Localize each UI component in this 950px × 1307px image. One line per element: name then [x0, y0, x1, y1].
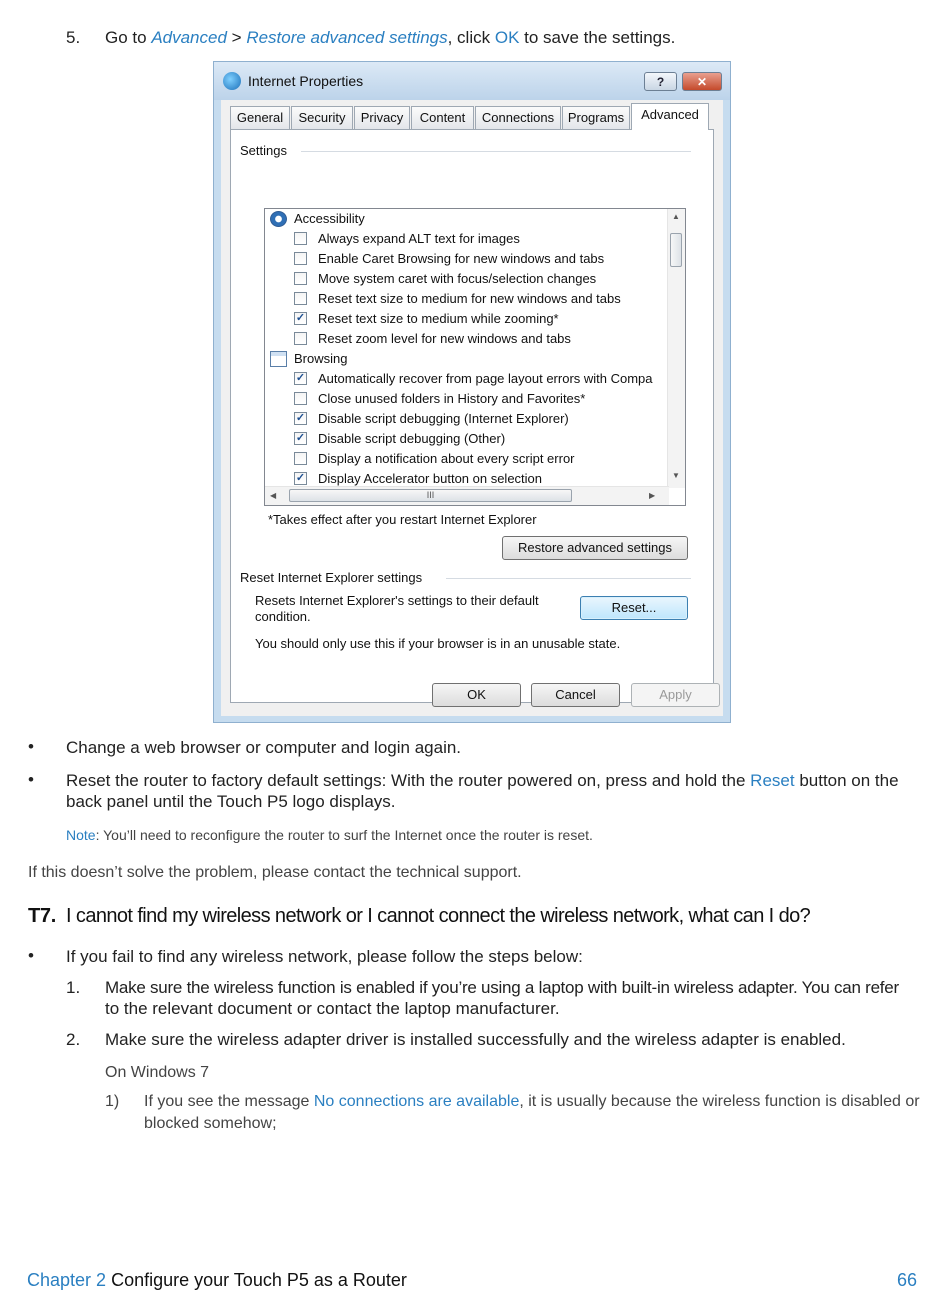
- chapter-label: Chapter 2: [27, 1270, 107, 1290]
- advanced-link[interactable]: Advanced: [151, 28, 227, 47]
- restore-advanced-link[interactable]: Restore advanced settings: [246, 28, 448, 47]
- accessibility-icon: [270, 211, 287, 227]
- item-label: Disable script debugging (Other): [318, 431, 506, 446]
- advanced-tab-panel: [230, 129, 714, 703]
- chapter-title: Configure your Touch P5 as a Router: [106, 1270, 407, 1290]
- reset-button[interactable]: Reset...: [580, 596, 688, 620]
- horizontal-scrollbar[interactable]: [265, 486, 669, 505]
- bullet-dot: •: [28, 946, 34, 965]
- vertical-scrollbar[interactable]: [667, 209, 685, 488]
- tab-general[interactable]: General: [230, 106, 290, 129]
- tab-security[interactable]: Security: [291, 106, 353, 129]
- restore-advanced-settings-button[interactable]: Restore advanced settings: [502, 536, 688, 560]
- tab-programs[interactable]: Programs: [562, 106, 630, 129]
- settings-divider: [301, 151, 691, 152]
- item-label: Reset text size to medium while zooming*: [318, 311, 559, 326]
- bullet-change-browser: Change a web browser or computer and login again.: [66, 738, 462, 757]
- horizontal-scroll-thumb[interactable]: III: [289, 489, 572, 502]
- help-button[interactable]: ?: [644, 72, 677, 91]
- item-label: Display a notification about every script error: [318, 451, 575, 466]
- reset-link[interactable]: Reset: [750, 771, 795, 790]
- checkbox[interactable]: [294, 392, 307, 405]
- item-label: Reset text size to medium for new windows and tabs: [318, 291, 621, 306]
- t7-number: T7.: [28, 905, 56, 927]
- checkbox[interactable]: ✓: [295, 412, 306, 424]
- internet-globe-icon: [223, 72, 241, 90]
- os-label: On Windows 7: [105, 1064, 210, 1081]
- note-label: Note: [66, 827, 96, 843]
- bullet-reset-router-line2: back panel until the Touch P5 logo displays.: [66, 792, 396, 811]
- restart-note: *Takes effect after you restart Internet Explorer: [268, 512, 537, 527]
- settings-group-label: Settings: [240, 143, 293, 158]
- tab-connections[interactable]: Connections: [475, 106, 561, 129]
- checkbox[interactable]: ✓: [295, 312, 306, 324]
- step5-suffix: to save the settings.: [519, 28, 676, 47]
- bullet-dot: •: [28, 770, 34, 789]
- bullet-reset-text-end: button on the: [794, 771, 899, 790]
- support-line: If this doesn’t solve the problem, please contact the technical support.: [28, 864, 522, 881]
- scroll-down-icon[interactable]: ▼: [672, 471, 680, 480]
- dialog-title: Internet Properties: [248, 73, 364, 89]
- category-label: Browsing: [294, 351, 348, 366]
- scroll-right-icon[interactable]: ▶: [649, 491, 656, 500]
- checkbox[interactable]: [294, 332, 307, 345]
- reset-divider: [446, 578, 691, 579]
- scroll-left-icon[interactable]: ◀: [270, 491, 277, 500]
- t7-step2: Make sure the wireless adapter driver is installed successfully and the wireless adapter is enabled.: [105, 1030, 846, 1049]
- item-label: Close unused folders in History and Favorites*: [318, 391, 586, 406]
- internet-properties-dialog: [213, 61, 731, 723]
- cancel-button[interactable]: Cancel: [531, 683, 620, 707]
- reset-description: Resets Internet Explorer's settings to their default condition.: [255, 593, 539, 624]
- checkbox[interactable]: ✓: [295, 372, 306, 384]
- item-label: Reset zoom level for new windows and tabs: [318, 331, 571, 346]
- item-label: Move system caret with focus/selection changes: [318, 271, 597, 286]
- t7-title: I cannot find my wireless network or I cannot connect the wireless network, what can I do?: [66, 905, 811, 927]
- step5-mid: , click: [447, 28, 495, 47]
- checkbox[interactable]: ✓: [295, 432, 306, 444]
- category-label: Accessibility: [294, 211, 365, 226]
- step5-prefix: Go to: [105, 28, 152, 47]
- close-icon[interactable]: ✕: [682, 72, 722, 91]
- item-label: Always expand ALT text for images: [318, 231, 520, 246]
- scroll-up-icon[interactable]: ▲: [672, 212, 680, 221]
- footer-chapter: [27, 1270, 407, 1291]
- ok-button[interactable]: OK: [432, 683, 521, 707]
- dialog-titlebar[interactable]: [214, 62, 730, 100]
- tab-content[interactable]: Content: [411, 106, 474, 129]
- reset-warning: You should only use this if your browser is in an unusable state.: [255, 636, 621, 651]
- t7-bullet: If you fail to find any wireless network, please follow the steps below:: [66, 947, 583, 966]
- t7-step1-number: 1.: [66, 978, 81, 997]
- page-number: 66: [896, 1270, 917, 1290]
- t7-step1-line2: to the relevant document or contact the laptop manufacturer.: [105, 999, 560, 1018]
- sub1-pre: If you see the message: [144, 1093, 314, 1110]
- sub1-line1: [144, 1093, 920, 1111]
- checkbox[interactable]: [294, 232, 307, 245]
- note-text: : You’ll need to reconfigure the router to surf the Internet once the router is reset.: [95, 827, 593, 843]
- bullet-dot: •: [28, 737, 34, 756]
- t7-step1-line1: Make sure the wireless function is enabled if you’re using a laptop with built-in wireless adapter. You can refer: [105, 978, 899, 997]
- no-connections-link: No connections are available: [313, 1093, 520, 1110]
- checkbox[interactable]: ✓: [295, 472, 306, 484]
- step5-separator: >: [226, 28, 247, 47]
- vertical-scroll-thumb[interactable]: [670, 233, 682, 267]
- settings-list[interactable]: [264, 208, 686, 506]
- ok-link[interactable]: OK: [494, 28, 520, 47]
- checkbox[interactable]: [294, 252, 307, 265]
- tab-advanced[interactable]: Advanced: [631, 103, 709, 130]
- t7-step2-number: 2.: [66, 1030, 81, 1049]
- checkbox[interactable]: [294, 292, 307, 305]
- sub1-post: , it is usually because the wireless function is disabled or: [519, 1093, 920, 1110]
- item-label: Disable script debugging (Internet Explorer): [318, 411, 569, 426]
- apply-button[interactable]: Apply: [631, 683, 720, 707]
- note: [66, 827, 593, 843]
- bullet-reset-router: [66, 770, 899, 791]
- sub1-line2: blocked somehow;: [144, 1115, 277, 1132]
- tab-privacy[interactable]: Privacy: [354, 106, 410, 129]
- step5-instruction: [105, 27, 675, 48]
- step5-number: 5.: [66, 28, 81, 47]
- bullet-reset-text: Reset the router to factory default settings: With the router powered on, press and hold the: [66, 771, 751, 790]
- dialog-body: [221, 100, 723, 716]
- reset-group-label: Reset Internet Explorer settings: [240, 570, 428, 585]
- item-label: Display Accelerator button on selection: [318, 471, 543, 486]
- checkbox[interactable]: [294, 452, 307, 465]
- sub1-number: 1): [105, 1093, 120, 1110]
- checkbox[interactable]: [294, 272, 307, 285]
- browsing-window-icon: [270, 351, 287, 367]
- item-label: Automatically recover from page layout errors with Compa: [318, 371, 653, 386]
- item-label: Enable Caret Browsing for new windows and tabs: [318, 251, 605, 266]
